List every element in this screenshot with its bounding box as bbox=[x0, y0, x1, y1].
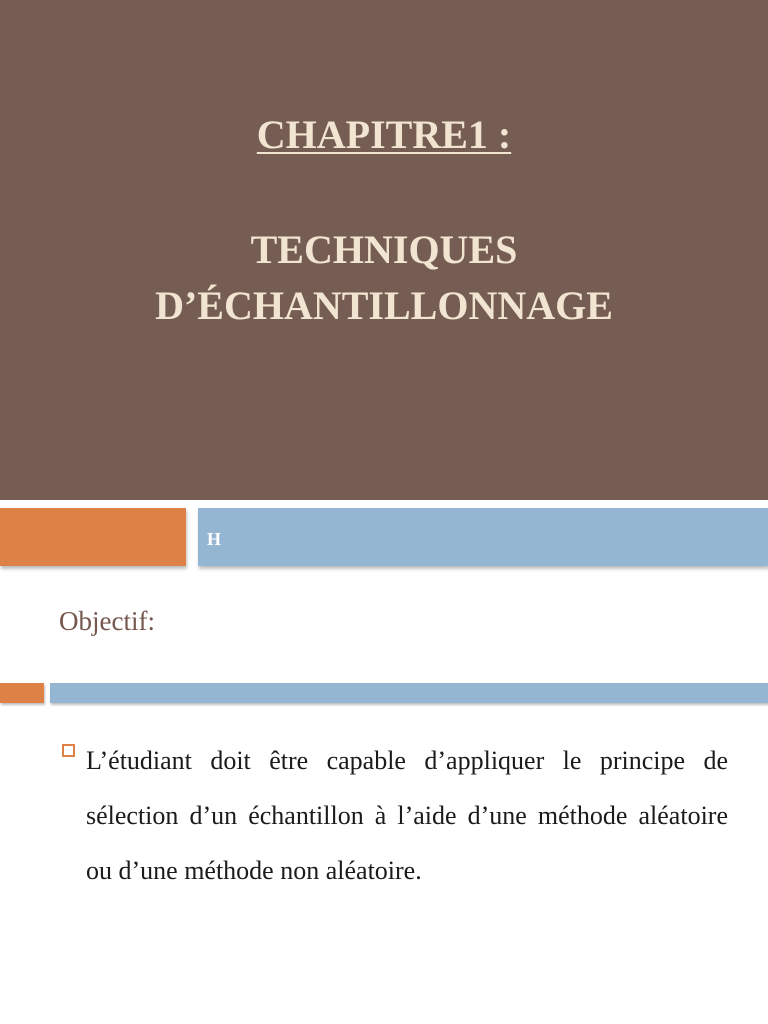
objective-heading: Objectif: bbox=[59, 606, 155, 636]
header-band-label: H bbox=[207, 529, 222, 549]
divider-bar-blue bbox=[50, 683, 768, 703]
hollow-square-bullet-icon bbox=[62, 744, 75, 757]
header-band-blue bbox=[198, 508, 768, 566]
chapter-title: CHAPITRE1 : bbox=[256, 112, 512, 157]
header-band-orange bbox=[0, 508, 186, 566]
main-title bbox=[0, 222, 768, 334]
main-title-line-2: D’ÉCHANTILLONNAGE bbox=[155, 283, 613, 328]
divider-bar-orange bbox=[0, 683, 44, 703]
main-title-line-1: TECHNIQUES bbox=[250, 227, 518, 272]
title-slide bbox=[0, 0, 768, 500]
objective-bullet-text: L’étudiant doit être capable d’appliquer le principe de sélection d’un échantillon à l’aide d’une méthode aléatoire ou d’une méthode non aléatoire. bbox=[86, 746, 728, 885]
